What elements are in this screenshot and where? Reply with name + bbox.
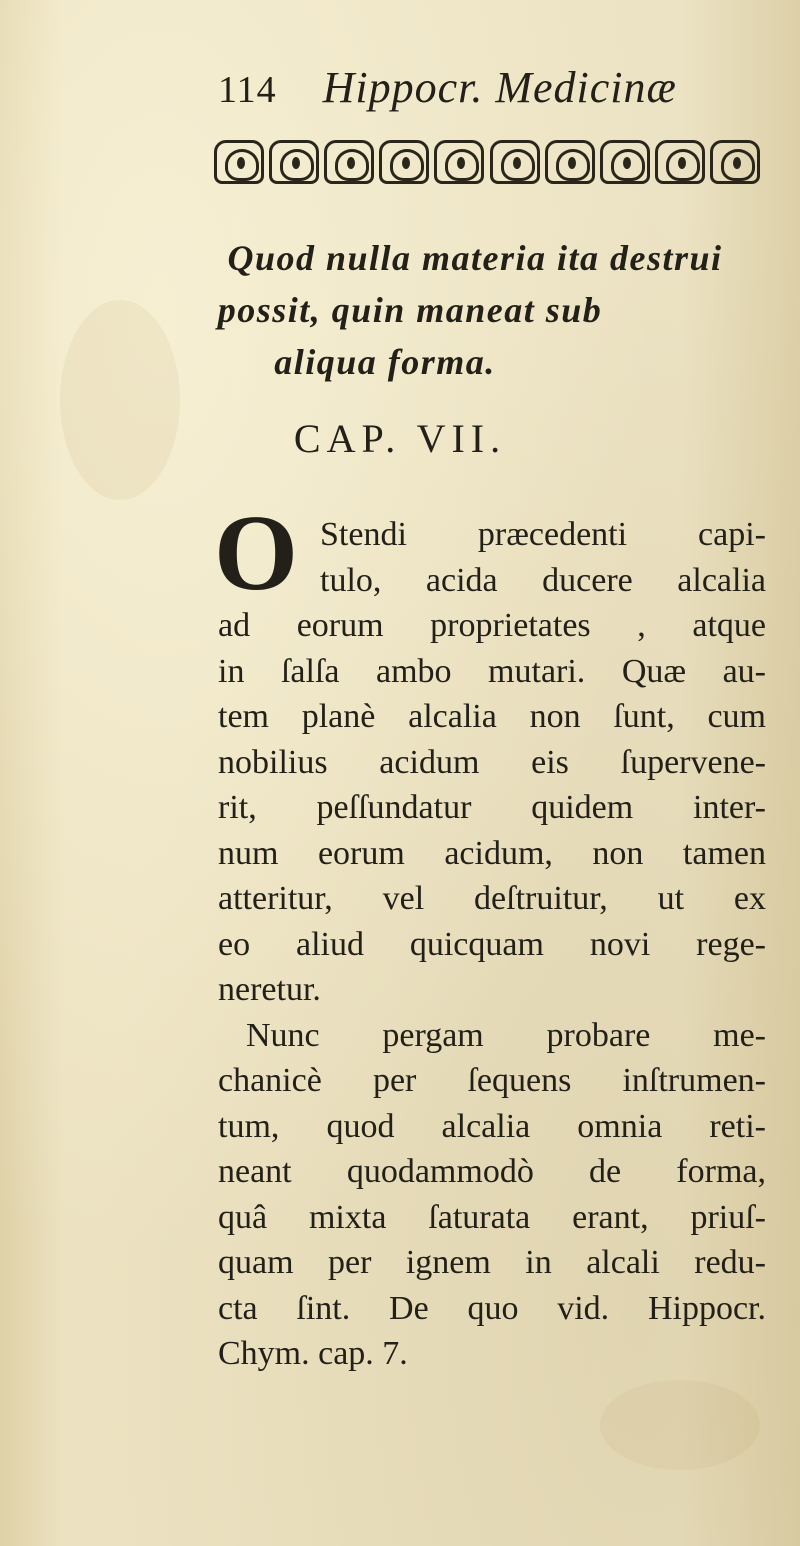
text-line: chanicè per ſequens inſtrumen- bbox=[218, 1062, 766, 1099]
body-text bbox=[214, 494, 766, 1377]
text-line: Nunc pergam probare me- bbox=[246, 1016, 766, 1054]
text-line: nobilius acidum eis ſupervene- bbox=[218, 743, 766, 781]
ornament-piece-icon bbox=[600, 140, 650, 184]
text-line: cta ſint. De quo vid. Hippocr. bbox=[218, 1289, 766, 1327]
ornament-piece-icon bbox=[214, 140, 264, 184]
text-line: neretur. bbox=[218, 971, 321, 1008]
text-line: quâ mixta ſaturata erant, priuſ- bbox=[218, 1198, 766, 1236]
ornament-piece-icon bbox=[434, 140, 484, 184]
text-line: in ſalſa ambo mutari. Quæ au- bbox=[218, 652, 766, 690]
heading-line: possit, quin maneat sub bbox=[217, 290, 603, 330]
text-line: rit, peſſundatur quidem inter- bbox=[218, 789, 766, 826]
heading-line: aliqua forma. bbox=[274, 342, 496, 382]
text-line: tulo, acida ducere alcalia bbox=[320, 561, 766, 599]
ornament-piece-icon bbox=[710, 140, 760, 184]
ornament-piece-icon bbox=[655, 140, 705, 184]
ornament-piece-icon bbox=[324, 140, 374, 184]
paragraph-1 bbox=[214, 494, 766, 1013]
printer-ornament-icon bbox=[214, 140, 760, 186]
text-line: Chym. cap. 7. bbox=[218, 1335, 408, 1372]
heading-line: Quod nulla materia ita destrui bbox=[227, 238, 723, 278]
text-line: tem planè alcalia non ſunt, cum bbox=[218, 698, 766, 735]
section-heading bbox=[0, 232, 800, 388]
paper-stain bbox=[600, 1380, 760, 1470]
page-number: 114 bbox=[218, 69, 277, 111]
text-line: neant quodammodò de forma, bbox=[218, 1153, 766, 1190]
ornament-piece-icon bbox=[545, 140, 595, 184]
drop-cap: O bbox=[214, 494, 299, 613]
text-line: eo aliud quicquam novi rege- bbox=[218, 925, 766, 963]
ornament-piece-icon bbox=[490, 140, 540, 184]
page-header bbox=[218, 62, 677, 113]
ornament-piece-icon bbox=[379, 140, 429, 184]
chapter-title: CAP. VII. bbox=[293, 416, 507, 461]
text-line: atteritur, vel deſtruitur, ut ex bbox=[218, 880, 766, 917]
text-line: ad eorum proprietates , atque bbox=[218, 607, 766, 644]
running-head: Hippocr. Medicinæ bbox=[322, 63, 677, 112]
ornament-piece-icon bbox=[269, 140, 319, 184]
text-line: Stendi præcedenti capi- bbox=[320, 516, 766, 553]
text-line: quam per ignem in alcali redu- bbox=[218, 1244, 766, 1281]
text-line: num eorum acidum, non tamen bbox=[218, 834, 766, 872]
paragraph-2 bbox=[218, 1013, 766, 1377]
text-line: tum, quod alcalia omnia reti- bbox=[218, 1107, 766, 1145]
